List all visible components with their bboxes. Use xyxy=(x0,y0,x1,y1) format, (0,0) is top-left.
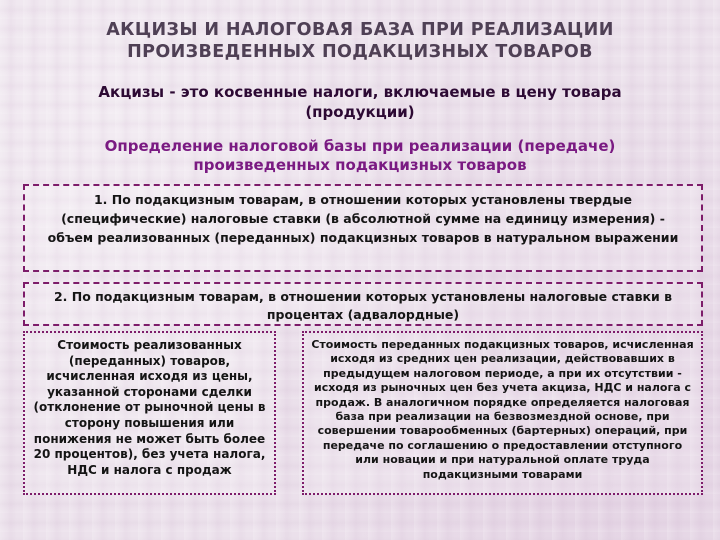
ad-valorem-rate-box xyxy=(23,282,703,326)
excise-definition: Акцизы - это косвенные налоги, включаемые в цену товара (продукции) xyxy=(98,83,622,121)
transfer-value-box xyxy=(302,331,703,495)
ad-valorem-rate-text: 2. По подакцизным товарам, в отношении которых установлены налоговые ставки в процентах (адвалордные) xyxy=(53,289,673,322)
sale-value-box xyxy=(23,331,276,495)
transfer-value-text: Стоимость переданных подакцизных товаров, исчисленная исходя из средних цен реализации, действовавших в предыдущем налоговом периоде, а при их отсутствии - исходя из рыночных цен без учета акциза, НДС и налога с продаж. В аналогичном порядке определяется налоговая база при реализации на безвозмездной основе, при совершении товарообменных (бартерных) операций, при передаче по соглашению о предоставлении отступного или новации и при натуральной оплате труда подакцизными товарами xyxy=(311,338,694,481)
slide-title: АКЦИЗЫ И НАЛОГОВАЯ БАЗА ПРИ РЕАЛИЗАЦИИ ПРОИЗВЕДЕННЫХ ПОДАКЦИЗНЫХ ТОВАРОВ xyxy=(106,20,614,62)
specific-rate-text: 1. По подакцизным товарам, в отношении которых установлены твердые (специфические) налоговые ставки (в абсолютной сумме на единицу измерения) - объем реализованных (переданных) подакцизных товаров в натуральном выражении xyxy=(47,192,679,245)
specific-rate-box xyxy=(23,184,703,272)
sale-value-text: Стоимость реализованных (переданных) товаров, исчисленная исходя из цены, указанной сторонами сделки (отклонение от рыночной цены в сторону повышения или понижения не может быть более 20 процентов), без учета налога, НДС и налога с продаж xyxy=(33,338,266,477)
tax-base-subheading: Определение налоговой базы при реализации (передаче) произведенных подакцизных товаров xyxy=(104,137,616,174)
